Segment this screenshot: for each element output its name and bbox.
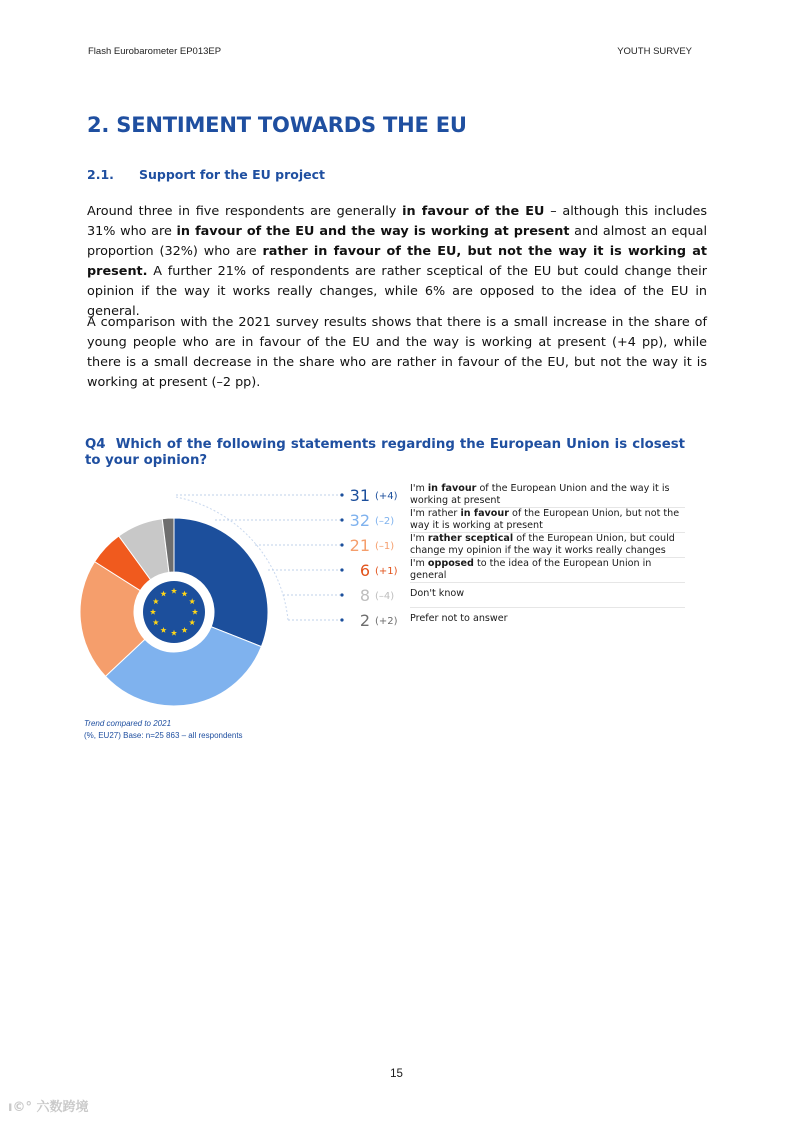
page-number: 15 <box>390 1068 403 1080</box>
value-label-5: 8 <box>359 586 370 605</box>
paragraph-run: A further 21% of respondents are rather sceptical of the EU but could change their opinion if the way it works really changes, while 6% are opposed to the idea of the EU in general. <box>87 264 707 319</box>
legend-text: I'm <box>410 483 428 494</box>
paragraph-trend-comparison: A comparison with the 2021 survey results shows that there is a small increase in the share of young people who are in favour of the EU and the way is working at present (+4 pp), while there is a small decrease in the share who are rather in favour of the EU, but not the way it is working at present (–2 pp). <box>87 315 707 390</box>
legend-text: Prefer not to answer <box>410 613 508 624</box>
watermark-logo: ı©° 六数跨境 <box>8 1100 89 1115</box>
legend-text: in favour <box>427 483 477 494</box>
legend-text: to the idea of the European Union in general <box>410 558 652 581</box>
paragraph-run: Around three in five respondents are generally <box>87 204 403 219</box>
legend-separator <box>410 532 685 533</box>
legend-text: I'm <box>410 533 428 544</box>
value-label-4: 6 <box>359 561 370 580</box>
leader-dot-6 <box>340 618 343 621</box>
legend-text: Don't know <box>410 588 465 599</box>
question-code: Q4 <box>85 437 106 452</box>
value-label-3: 21 <box>349 536 370 555</box>
trend-label-4: (+1) <box>375 566 398 577</box>
legend-item-1 <box>410 483 685 506</box>
question-text: Which of the following statements regarding the European Union is closest to your opinion? <box>85 437 685 468</box>
subsection-number: 2.1. <box>87 167 114 182</box>
value-label-2: 32 <box>349 511 370 530</box>
header-survey-label: YOUTH SURVEY <box>617 46 692 57</box>
header-publication-title: Flash Eurobarometer EP013EP <box>88 46 222 57</box>
legend-text: of the European Union and the way it is working at present <box>410 483 670 506</box>
legend-text: I'm rather <box>410 508 461 519</box>
legend-text: I'm <box>410 558 428 569</box>
trend-note: Trend compared to 2021 <box>84 719 172 728</box>
watermark-text: 六数跨境 <box>36 1100 89 1115</box>
subsection-title: Support for the EU project <box>139 167 326 182</box>
legend-text: rather sceptical <box>427 533 514 544</box>
base-note: (%, EU27) Base: n=25 863 – all respondents <box>84 731 243 740</box>
legend-separator <box>410 507 685 508</box>
value-label-6: 2 <box>359 611 370 630</box>
paragraph-run: rather in favour of the EU, but not the way it is working at present. <box>87 244 707 279</box>
paragraph-run: – although this includes 31% who are <box>87 204 707 239</box>
trend-label-2: (–2) <box>375 516 395 527</box>
paragraph-run: in favour of the EU <box>402 204 545 219</box>
leader-dot-1 <box>340 493 343 496</box>
paragraph-run: and almost an equal proportion (32%) who are <box>87 224 708 259</box>
legend-separator <box>410 557 685 558</box>
section-title: 2. SENTIMENT TOWARDS THE EU <box>87 113 467 137</box>
legend-text: of the European Union, but could change my opinion if the way it works really changes <box>410 533 675 556</box>
leader-dot-5 <box>340 593 343 596</box>
trend-label-1: (+4) <box>375 491 398 502</box>
trend-label-5: (–4) <box>375 591 395 602</box>
legend-text: in favour <box>460 508 509 519</box>
leader-dot-3 <box>340 543 343 546</box>
value-label-1: 31 <box>349 486 370 505</box>
legend-text: of the European Union, but not the way it is working at present <box>410 508 680 531</box>
legend-item-4 <box>410 558 685 581</box>
legend-item-6 <box>410 613 685 625</box>
legend-item-5 <box>410 588 685 600</box>
leader-dot-4 <box>340 568 343 571</box>
paragraph-run: in favour of the EU and the way is working at present <box>176 224 570 239</box>
legend-separator <box>410 607 685 608</box>
trend-label-3: (–1) <box>375 541 395 552</box>
legend-separator <box>410 582 685 583</box>
trend-label-6: (+2) <box>375 616 398 627</box>
legend-item-2 <box>410 508 685 531</box>
legend-item-3 <box>410 533 685 556</box>
legend-text: opposed <box>427 558 474 569</box>
leader-dot-2 <box>340 518 343 521</box>
